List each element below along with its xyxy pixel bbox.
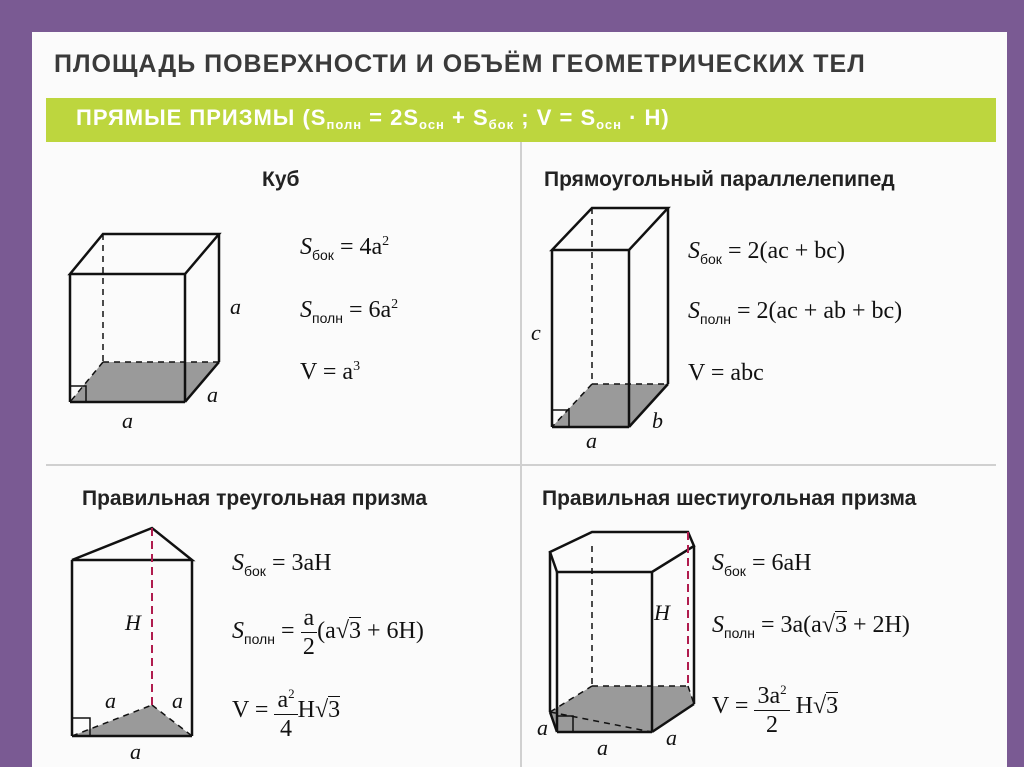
- tri-title: Правильная треугольная призма: [82, 487, 428, 510]
- f-pre: (a: [317, 618, 336, 645]
- f-num: [754, 676, 789, 711]
- f-lhs: V =: [712, 693, 755, 720]
- cube-label-a-depth: a: [207, 382, 218, 407]
- box-formula-total: [688, 298, 902, 327]
- cube-base-shading: [70, 362, 219, 402]
- tri-formula-total: $S_{полн}$ = $\frac{a}{2}$ (a√3 + 6H): [232, 605, 424, 660]
- f-post: + 6H): [361, 618, 424, 645]
- f-num-pow: 2: [780, 682, 787, 697]
- f-eq: =: [274, 618, 301, 645]
- f-root: 3: [328, 697, 341, 724]
- f-lhs: V =: [232, 697, 275, 724]
- f-den: 2: [766, 712, 779, 738]
- cube-formula-lateral: [300, 234, 389, 263]
- f-sub: бок: [700, 251, 722, 267]
- hex-label-a-bottom: a: [597, 735, 608, 760]
- banner-sub-osn2: осн: [596, 117, 622, 132]
- f-mid: H: [789, 693, 813, 720]
- f-fraction: [754, 676, 789, 739]
- cube-title: Куб: [262, 168, 300, 191]
- f-rhs: = 3a(a: [754, 612, 822, 638]
- f-sub: полн: [700, 311, 731, 327]
- banner-tail: · H): [621, 105, 670, 130]
- f-sym: S: [712, 550, 724, 576]
- f-rhs: = 2(ac + ab + bc): [730, 298, 903, 324]
- tri-label-h: H: [125, 610, 141, 635]
- f-sub: полн: [312, 310, 343, 326]
- banner-mid1: = 2S: [362, 105, 420, 130]
- hexagonal-prism-figure: [537, 532, 694, 760]
- cube-formula-total: [300, 297, 398, 326]
- box-title: Прямоугольный параллелепипед: [544, 168, 895, 191]
- box-label-a: a: [586, 428, 597, 453]
- f-pow: 2: [391, 297, 399, 312]
- poster-page: [32, 32, 1007, 767]
- hex-formula-total: $S_{полн} = 3a(a√3 + 2H)$: [712, 612, 910, 641]
- tri-label-a-right: a: [172, 688, 183, 713]
- f-sym: S: [688, 238, 700, 264]
- f-rhs: = 4a: [333, 234, 383, 260]
- tri-formula-volume: V = $\frac{a^2}{4}$ H√3: [232, 680, 340, 743]
- f-post: + 2H): [846, 612, 910, 638]
- tri-label-a-bottom: a: [130, 739, 141, 764]
- f-num-pow: 2: [288, 686, 295, 701]
- f-num: a: [301, 604, 318, 633]
- figures-layer: [32, 32, 1007, 767]
- f-den: 2: [302, 634, 315, 660]
- f-pow: 2: [382, 234, 390, 249]
- f-num-base: 3a: [757, 683, 781, 709]
- f-num-base: a: [277, 687, 289, 713]
- banner-lead: ПРЯМЫЕ ПРИЗМЫ (S: [76, 105, 327, 130]
- f-sym: S: [232, 618, 244, 645]
- cube-label-a-side: a: [230, 294, 241, 319]
- f-sym: S: [300, 234, 312, 260]
- hex-formula-volume: V = $\frac{3a^2}{2}$ H√3: [712, 676, 838, 739]
- f-sym: S: [232, 550, 244, 576]
- f-rhs: = 6a: [342, 297, 392, 323]
- f-sub: полн: [724, 625, 755, 641]
- page-title: ПЛОЩАДЬ ПОВЕРХНОСТИ И ОБЪЁМ ГЕОМЕТРИЧЕСКИХ ТЕЛ: [54, 50, 866, 78]
- f-sym: S: [712, 612, 724, 638]
- f-pow: 3: [353, 359, 361, 374]
- f-den: 4: [280, 716, 293, 742]
- f-sym: S: [688, 298, 700, 324]
- f-sym: S: [300, 297, 312, 323]
- triangular-prism-figure: [72, 528, 192, 764]
- hex-label-a-right: a: [666, 725, 677, 750]
- banner-sub-osn: осн: [419, 117, 445, 132]
- f-rhs: = 3aH: [265, 550, 332, 576]
- box-label-c: c: [531, 320, 541, 345]
- banner-sub-bok: бок: [488, 117, 515, 132]
- box-formula-lateral: [688, 238, 845, 267]
- cube-figure: [70, 234, 241, 433]
- box-label-b: b: [652, 408, 663, 433]
- box-formula-volume: [688, 360, 764, 387]
- f-fraction: [274, 680, 297, 743]
- banner-mid2: + S: [444, 105, 489, 130]
- f-sub: бок: [244, 563, 266, 579]
- f-mid: H: [297, 697, 315, 724]
- cube-formula-volume: [300, 359, 360, 386]
- f-rhs: V = abc: [688, 360, 764, 386]
- f-sub: бок: [724, 563, 746, 579]
- f-root: 3: [834, 612, 847, 638]
- f-num: [274, 680, 297, 715]
- f-rhs: = 2(ac + bc): [721, 238, 845, 264]
- f-rhs: = 6aH: [745, 550, 812, 576]
- box-figure: [531, 208, 668, 453]
- f-fraction: [301, 604, 318, 661]
- banner-mid3: ; V = S: [514, 105, 597, 130]
- banner-sub-poln: полн: [326, 117, 363, 132]
- tri-formula-lateral: [232, 550, 331, 579]
- hex-label-a-left: a: [537, 715, 548, 740]
- hex-label-h: H: [654, 600, 670, 625]
- f-sub: полн: [244, 631, 275, 648]
- tri-label-a-left: a: [105, 688, 116, 713]
- f-root: 3: [826, 693, 839, 720]
- f-sub: бок: [312, 247, 334, 263]
- cube-label-a-bottom: a: [122, 408, 133, 433]
- hex-title: Правильная шестиугольная призма: [542, 487, 917, 510]
- hex-formula-lateral: [712, 550, 811, 579]
- f-rhs: V = a: [300, 359, 354, 385]
- f-root: 3: [349, 618, 361, 645]
